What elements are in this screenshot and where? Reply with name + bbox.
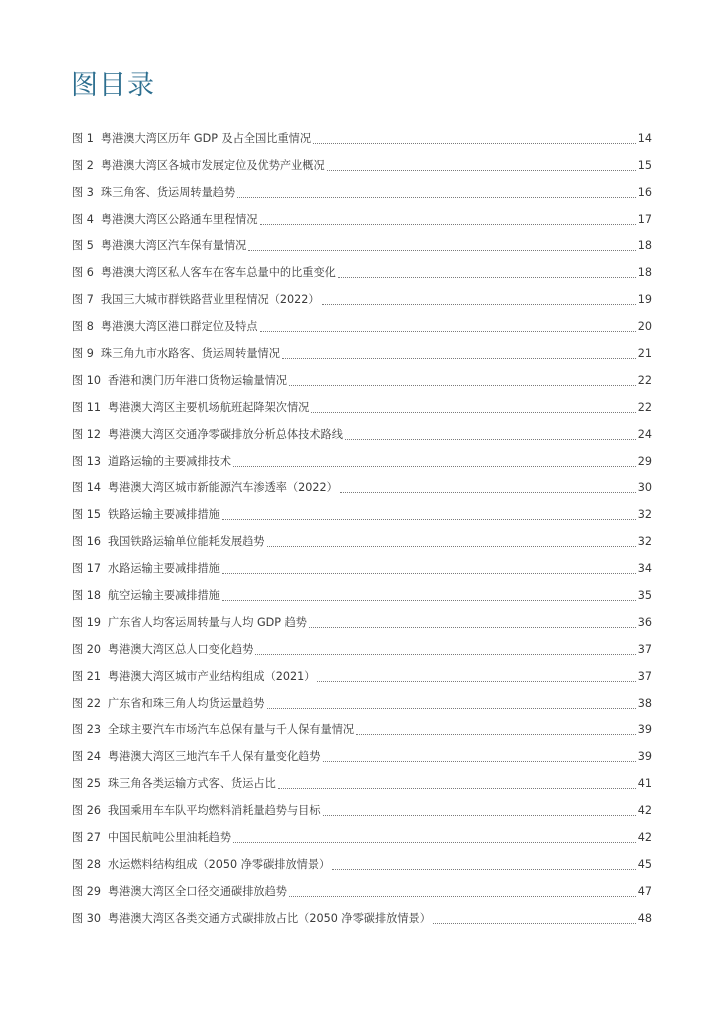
figure-number: 图 4 — [72, 212, 94, 226]
toc-entry-label — [72, 452, 231, 472]
toc-entry[interactable] — [72, 794, 652, 821]
toc-entry-label — [72, 909, 431, 929]
figure-number: 图 11 — [72, 400, 101, 414]
toc-entry-label — [72, 720, 354, 740]
figure-title: 香港和澳门历年港口货物运输量情况 — [107, 373, 287, 387]
dot-leader — [222, 599, 636, 601]
dot-leader — [289, 895, 636, 897]
dot-leader — [332, 868, 636, 870]
toc-entry-label — [72, 774, 276, 794]
figure-title: 珠三角九市水路客、货运周转量情况 — [100, 347, 280, 361]
dot-leader — [322, 303, 636, 305]
page-number: 32 — [637, 508, 652, 522]
figure-number: 图 9 — [72, 347, 94, 361]
page-number: 48 — [637, 911, 652, 925]
toc-entry-label — [72, 640, 253, 660]
page-number: 22 — [637, 373, 652, 387]
toc-entry[interactable] — [72, 579, 652, 606]
figure-title: 广东省和珠三角人均货运量趋势 — [107, 696, 265, 710]
figure-title: 粤港澳大湾区全口径交通碳排放趋势 — [107, 884, 287, 898]
toc-entry-label — [72, 129, 311, 149]
figure-number: 图 17 — [72, 562, 101, 576]
toc-entry[interactable] — [72, 445, 652, 472]
figure-title: 珠三角客、货运周转量趋势 — [100, 185, 236, 199]
toc-entry-label — [72, 398, 309, 418]
figure-number: 图 5 — [72, 239, 94, 253]
dot-leader — [340, 491, 636, 493]
dot-leader — [327, 169, 636, 171]
toc-entry-label — [72, 747, 321, 767]
page-number: 39 — [637, 723, 652, 737]
page-number: 39 — [637, 750, 652, 764]
toc-entry-label — [72, 532, 265, 552]
toc-entry[interactable] — [72, 633, 652, 660]
figure-title: 水运燃料结构组成（2050 净零碳排放情景） — [107, 857, 331, 871]
dot-leader — [317, 680, 635, 682]
dot-leader — [313, 142, 636, 144]
figure-title: 珠三角各类运输方式客、货运占比 — [107, 777, 276, 791]
dot-leader — [267, 545, 636, 547]
figure-number: 图 22 — [72, 696, 101, 710]
figure-title: 粤港澳大湾区各城市发展定位及优势产业概况 — [100, 158, 325, 172]
toc-entry[interactable] — [72, 203, 652, 230]
figure-title: 粤港澳大湾区公路通车里程情况 — [100, 212, 258, 226]
figure-number: 图 13 — [72, 454, 101, 468]
page-number: 36 — [637, 615, 652, 629]
figure-number: 图 27 — [72, 831, 101, 845]
figure-title: 粤港澳大湾区城市新能源汽车渗透率（2022） — [107, 481, 338, 495]
toc-entry[interactable] — [72, 687, 652, 714]
toc-entry-label — [72, 882, 287, 902]
toc-entry[interactable] — [72, 714, 652, 741]
page-number: 18 — [637, 239, 652, 253]
figure-list — [72, 122, 652, 929]
figure-title: 我国三大城市群铁路营业里程情况（2022） — [100, 293, 320, 307]
figure-number: 图 7 — [72, 293, 94, 307]
dot-leader — [338, 276, 636, 278]
figure-number: 图 23 — [72, 723, 101, 737]
toc-entry-label — [72, 210, 258, 230]
page-number: 18 — [637, 266, 652, 280]
toc-entry[interactable] — [72, 310, 652, 337]
dot-leader — [260, 330, 636, 332]
toc-entry[interactable] — [72, 472, 652, 499]
toc-entry[interactable] — [72, 606, 652, 633]
page-number: 41 — [637, 777, 652, 791]
toc-entry[interactable] — [72, 176, 652, 203]
toc-entry[interactable] — [72, 875, 652, 902]
toc-entry[interactable] — [72, 848, 652, 875]
page-number: 38 — [637, 696, 652, 710]
toc-entry-label — [72, 855, 330, 875]
toc-entry[interactable] — [72, 256, 652, 283]
figure-number: 图 25 — [72, 777, 101, 791]
toc-entry-label — [72, 694, 265, 714]
dot-leader — [309, 626, 636, 628]
figure-title: 中国民航吨公里油耗趋势 — [107, 831, 232, 845]
figure-title: 航空运输主要减排措施 — [107, 589, 220, 603]
figure-title: 粤港澳大湾区私人客车在客车总量中的比重变化 — [100, 266, 336, 280]
dot-leader — [356, 733, 636, 735]
figure-number: 图 8 — [72, 320, 94, 334]
figure-number: 图 21 — [72, 669, 101, 683]
figure-number: 图 16 — [72, 535, 101, 549]
page-number: 42 — [637, 831, 652, 845]
figure-title: 粤港澳大湾区汽车保有量情况 — [100, 239, 247, 253]
page-number: 22 — [637, 400, 652, 414]
toc-entry[interactable] — [72, 740, 652, 767]
page-number: 47 — [637, 884, 652, 898]
figure-title: 粤港澳大湾区历年 GDP 及占全国比重情况 — [100, 131, 312, 145]
dot-leader — [248, 249, 635, 251]
figure-number: 图 18 — [72, 589, 101, 603]
figure-number: 图 2 — [72, 158, 94, 172]
dot-leader — [289, 384, 636, 386]
toc-entry-label — [72, 478, 338, 498]
figure-number: 图 1 — [72, 131, 94, 145]
toc-entry-label — [72, 828, 231, 848]
toc-entry-label — [72, 317, 258, 337]
toc-entry[interactable] — [72, 149, 652, 176]
toc-entry-label — [72, 263, 336, 283]
figure-number: 图 6 — [72, 266, 94, 280]
dot-leader — [311, 411, 635, 413]
figure-number: 图 28 — [72, 857, 101, 871]
toc-entry[interactable] — [72, 230, 652, 257]
toc-entry-label — [72, 371, 287, 391]
toc-entry-label — [72, 586, 220, 606]
figure-title: 粤港澳大湾区港口群定位及特点 — [100, 320, 258, 334]
figure-title: 粤港澳大湾区三地汽车千人保有量变化趋势 — [107, 750, 321, 764]
toc-entry[interactable] — [72, 283, 652, 310]
page-number: 17 — [637, 212, 652, 226]
page-number: 45 — [637, 857, 652, 871]
toc-entry[interactable] — [72, 498, 652, 525]
toc-entry-label — [72, 559, 220, 579]
figure-number: 图 20 — [72, 642, 101, 656]
figure-title: 粤港澳大湾区各类交通方式碳排放占比（2050 净零碳排放情景） — [107, 911, 431, 925]
toc-entry-label — [72, 290, 320, 310]
toc-entry[interactable] — [72, 767, 652, 794]
figure-number: 图 10 — [72, 373, 101, 387]
figure-number: 图 29 — [72, 884, 101, 898]
dot-leader — [222, 572, 636, 574]
figure-title: 我国乘用车车队平均燃料消耗量趋势与目标 — [107, 804, 321, 818]
figure-title: 铁路运输主要减排措施 — [107, 508, 220, 522]
toc-entry-label — [72, 667, 315, 687]
page-number: 16 — [637, 185, 652, 199]
dot-leader — [255, 653, 635, 655]
toc-entry-label — [72, 801, 321, 821]
page-number: 14 — [637, 131, 652, 145]
figure-title: 粤港澳大湾区主要机场航班起降架次情况 — [107, 400, 310, 414]
toc-entry-label — [72, 344, 280, 364]
dot-leader — [345, 438, 636, 440]
toc-entry-label — [72, 183, 235, 203]
figure-number: 图 26 — [72, 804, 101, 818]
toc-entry[interactable] — [72, 122, 652, 149]
page-number: 24 — [637, 427, 652, 441]
toc-entry[interactable] — [72, 337, 652, 364]
dot-leader — [267, 707, 636, 709]
page-number: 15 — [637, 158, 652, 172]
figure-title: 水路运输主要减排措施 — [107, 562, 220, 576]
page-title: 图目录 — [71, 70, 155, 101]
dot-leader — [433, 922, 636, 924]
page-number: 21 — [637, 347, 652, 361]
figure-title: 粤港澳大湾区总人口变化趋势 — [107, 642, 254, 656]
dot-leader — [260, 223, 636, 225]
dot-leader — [233, 465, 636, 467]
figure-number: 图 19 — [72, 615, 101, 629]
dot-leader — [222, 518, 636, 520]
dot-leader — [233, 841, 636, 843]
page-number: 32 — [637, 535, 652, 549]
toc-entry[interactable] — [72, 418, 652, 445]
page-number: 34 — [637, 562, 652, 576]
toc-entry[interactable] — [72, 552, 652, 579]
dot-leader — [323, 814, 636, 816]
figure-title: 我国铁路运输单位能耗发展趋势 — [107, 535, 265, 549]
toc-entry[interactable] — [72, 660, 652, 687]
page-number: 42 — [637, 804, 652, 818]
figure-title: 道路运输的主要减排技术 — [107, 454, 232, 468]
toc-entry-label — [72, 425, 343, 445]
page-number: 35 — [637, 589, 652, 603]
toc-entry-label — [72, 505, 220, 525]
page-number: 29 — [637, 454, 652, 468]
figure-title: 全球主要汽车市场汽车总保有量与千人保有量情况 — [107, 723, 355, 737]
toc-entry[interactable] — [72, 391, 652, 418]
page-number: 20 — [637, 320, 652, 334]
page-number: 37 — [637, 669, 652, 683]
figure-number: 图 3 — [72, 185, 94, 199]
page-number: 37 — [637, 642, 652, 656]
figure-title: 粤港澳大湾区城市产业结构组成（2021） — [107, 669, 316, 683]
page-number: 30 — [637, 481, 652, 495]
dot-leader — [282, 357, 636, 359]
figure-title: 粤港澳大湾区交通净零碳排放分析总体技术路线 — [107, 427, 343, 441]
dot-leader — [323, 760, 636, 762]
toc-entry[interactable] — [72, 821, 652, 848]
dot-leader — [278, 787, 636, 789]
toc-entry[interactable] — [72, 364, 652, 391]
figure-number: 图 14 — [72, 481, 101, 495]
toc-entry-label — [72, 236, 246, 256]
toc-entry-label — [72, 156, 325, 176]
toc-entry[interactable] — [72, 525, 652, 552]
figure-title: 广东省人均客运周转量与人均 GDP 趋势 — [107, 615, 307, 629]
toc-entry[interactable] — [72, 902, 652, 929]
page-number: 19 — [637, 293, 652, 307]
figure-number: 图 12 — [72, 427, 101, 441]
figure-number: 图 30 — [72, 911, 101, 925]
figure-number: 图 15 — [72, 508, 101, 522]
toc-entry-label — [72, 613, 307, 633]
dot-leader — [237, 196, 636, 198]
figure-number: 图 24 — [72, 750, 101, 764]
